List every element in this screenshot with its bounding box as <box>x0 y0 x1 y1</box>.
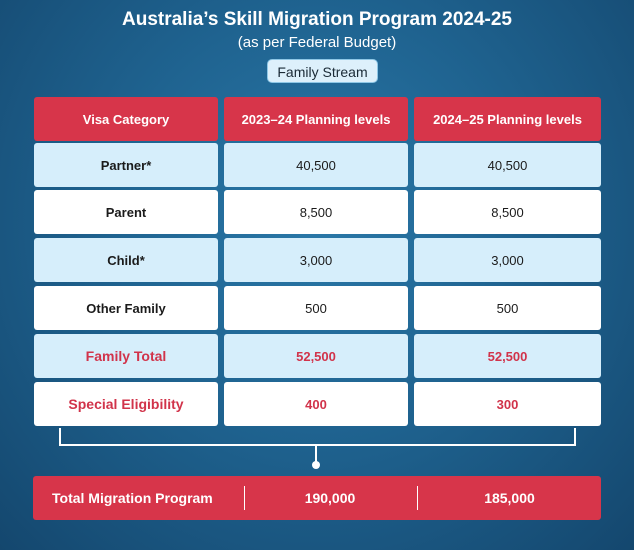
row-child-category: Child* <box>34 238 218 282</box>
row-special-eligibility-2023: 400 <box>224 382 408 426</box>
total-label: Total Migration Program <box>52 490 213 506</box>
row-partner-2023: 40,500 <box>224 143 408 187</box>
row-child-2024: 3,000 <box>414 238 601 282</box>
stream-badge: Family Stream <box>267 59 378 83</box>
total-2023: 190,000 <box>304 490 356 506</box>
connector-dot <box>312 461 320 469</box>
row-partner-category: Partner* <box>34 143 218 187</box>
bracket-stem <box>315 444 317 462</box>
row-partner-2024: 40,500 <box>414 143 601 187</box>
row-special-eligibility-category: Special Eligibility <box>34 382 218 426</box>
row-special-eligibility-2024: 300 <box>414 382 601 426</box>
row-other-family-2024: 500 <box>414 286 601 330</box>
row-family-total-2023: 52,500 <box>224 334 408 378</box>
header-visa-category: Visa Category <box>34 97 218 141</box>
row-family-total-category: Family Total <box>34 334 218 378</box>
row-parent-category: Parent <box>34 190 218 234</box>
total-2024: 185,000 <box>484 490 535 506</box>
row-family-total-2024: 52,500 <box>414 334 601 378</box>
row-parent-2023: 8,500 <box>224 190 408 234</box>
row-child-2023: 3,000 <box>224 238 408 282</box>
bracket-bottom <box>59 444 576 446</box>
header-2023-24: 2023–24 Planning levels <box>224 97 408 141</box>
page-subtitle: (as per Federal Budget) <box>237 34 397 51</box>
row-other-family-2023: 500 <box>224 286 408 330</box>
row-other-family-category: Other Family <box>34 286 218 330</box>
header-2024-25: 2024–25 Planning levels <box>414 97 601 141</box>
page-title: Australia’s Skill Migration Program 2024-25 <box>122 9 512 30</box>
row-parent-2024: 8,500 <box>414 190 601 234</box>
